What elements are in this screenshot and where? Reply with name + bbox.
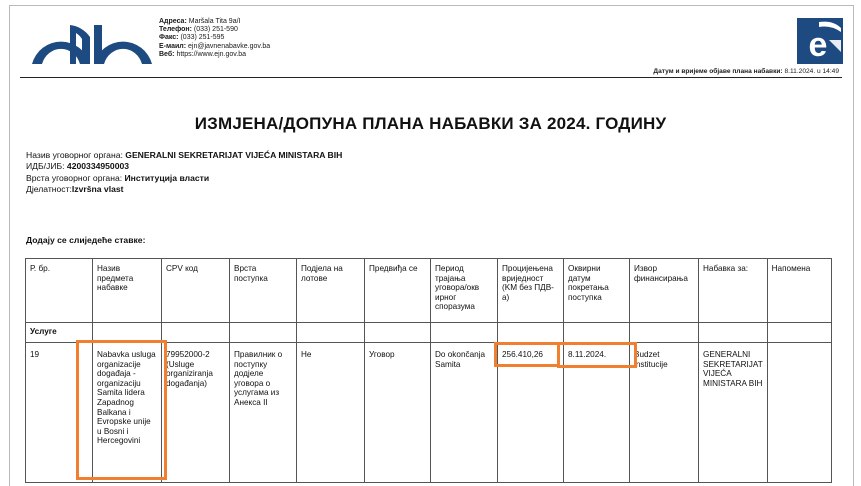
cell-funding: Budzet institucije	[630, 343, 699, 483]
cell-cpv: 79952000-2 (Usluge organiziranja događanja)	[162, 343, 230, 483]
cell-number: 19	[26, 343, 93, 483]
header-cell-lots: Подјела на лотове	[297, 259, 365, 323]
added-items-label: Додају се слиједеће ставке:	[26, 235, 146, 245]
contact-line-phone: Телефон: (033) 251-590	[159, 26, 238, 34]
header-cell-procurement-for: Набавка за:	[699, 259, 768, 323]
header-cell-procedure: Врста поступка	[230, 259, 297, 323]
info-authority-type: Врста уговорног органа: Институција власти	[26, 172, 210, 183]
cell-procedure: Правилник о поступку додјеле уговора о услугама из Анекса II	[230, 343, 297, 483]
publish-datetime: Датум и вријеме објаве плана набавки: 8.11.2024. u 14:49	[653, 68, 839, 75]
ejn-e-logo-icon	[797, 18, 843, 64]
header-cell-number: Р. бр.	[26, 259, 93, 323]
highlight-estimated-value	[494, 342, 560, 367]
logo-letter: e	[808, 26, 828, 64]
header-cell-start-date: Оквирни датум покретања поступка	[564, 259, 630, 323]
cell-note	[767, 343, 831, 483]
info-authority-name: Назив уговорног органа: GENERALNI SEKRETARIJAT VIJEĆA MINISTARA BIH	[26, 150, 343, 160]
group-label: Услуге	[26, 323, 93, 343]
header-cell-cpv: CPV код	[162, 259, 230, 323]
info-idb: ИДБ/ЈИБ: 4200334950003	[26, 161, 130, 172]
info-activity: Дјелатност:Izvršna vlast	[26, 183, 124, 194]
header-divider	[20, 77, 842, 78]
contact-line-email: E-маил: ejn@javnenabavke.gov.ba	[159, 42, 271, 50]
cell-planned: Уговор	[365, 343, 431, 483]
ejn-arches-logo-icon	[30, 17, 154, 65]
header-cell-note: Напомена	[767, 259, 831, 323]
header-cell-estimated-value: Процијењена вриједност (KM без ПДВ-а)	[498, 259, 564, 323]
contact-line-fax: Факс: (033) 251-595	[159, 34, 225, 42]
header-cell-funding: Извор финансирања	[630, 259, 699, 323]
cell-procurement-for: GENERALNI SEKRETARIJAT VIJEĆA MINISTARA BIH	[699, 343, 768, 483]
header-cell-duration: Период трајања уговора/окв ирног споразума	[431, 259, 498, 323]
highlight-start-date	[557, 342, 637, 368]
cell-subject: Nabavka usluga organizacije događaja - organizaciju Samita lidera Zapadnog Balkana i Evropske unije u Bosni i Hercegovini	[93, 343, 162, 483]
contact-line-web: Веб: https://www.ejn.gov.ba	[159, 50, 246, 58]
document-title: ИЗМЈЕНА/ДОПУНА ПЛАНА НАБАВКИ ЗА 2024. ГОДИНУ	[194, 114, 667, 133]
contact-block	[159, 18, 270, 59]
cell-start-date: 8.11.2024.	[564, 343, 630, 483]
header-cell-subject: Назив предмета набавке	[93, 259, 162, 323]
authority-info	[26, 150, 342, 195]
cell-duration: Do okončanja Samita	[431, 343, 498, 483]
highlight-subject	[76, 340, 167, 480]
table-header-row	[26, 259, 832, 323]
header-cell-planned: Предвиђа се	[365, 259, 431, 323]
contact-line-address: Адреса: Maršala Tita 9a/I	[159, 18, 241, 25]
cell-lots: Не	[297, 343, 365, 483]
cell-estimated-value: 256.410,26	[498, 343, 564, 483]
